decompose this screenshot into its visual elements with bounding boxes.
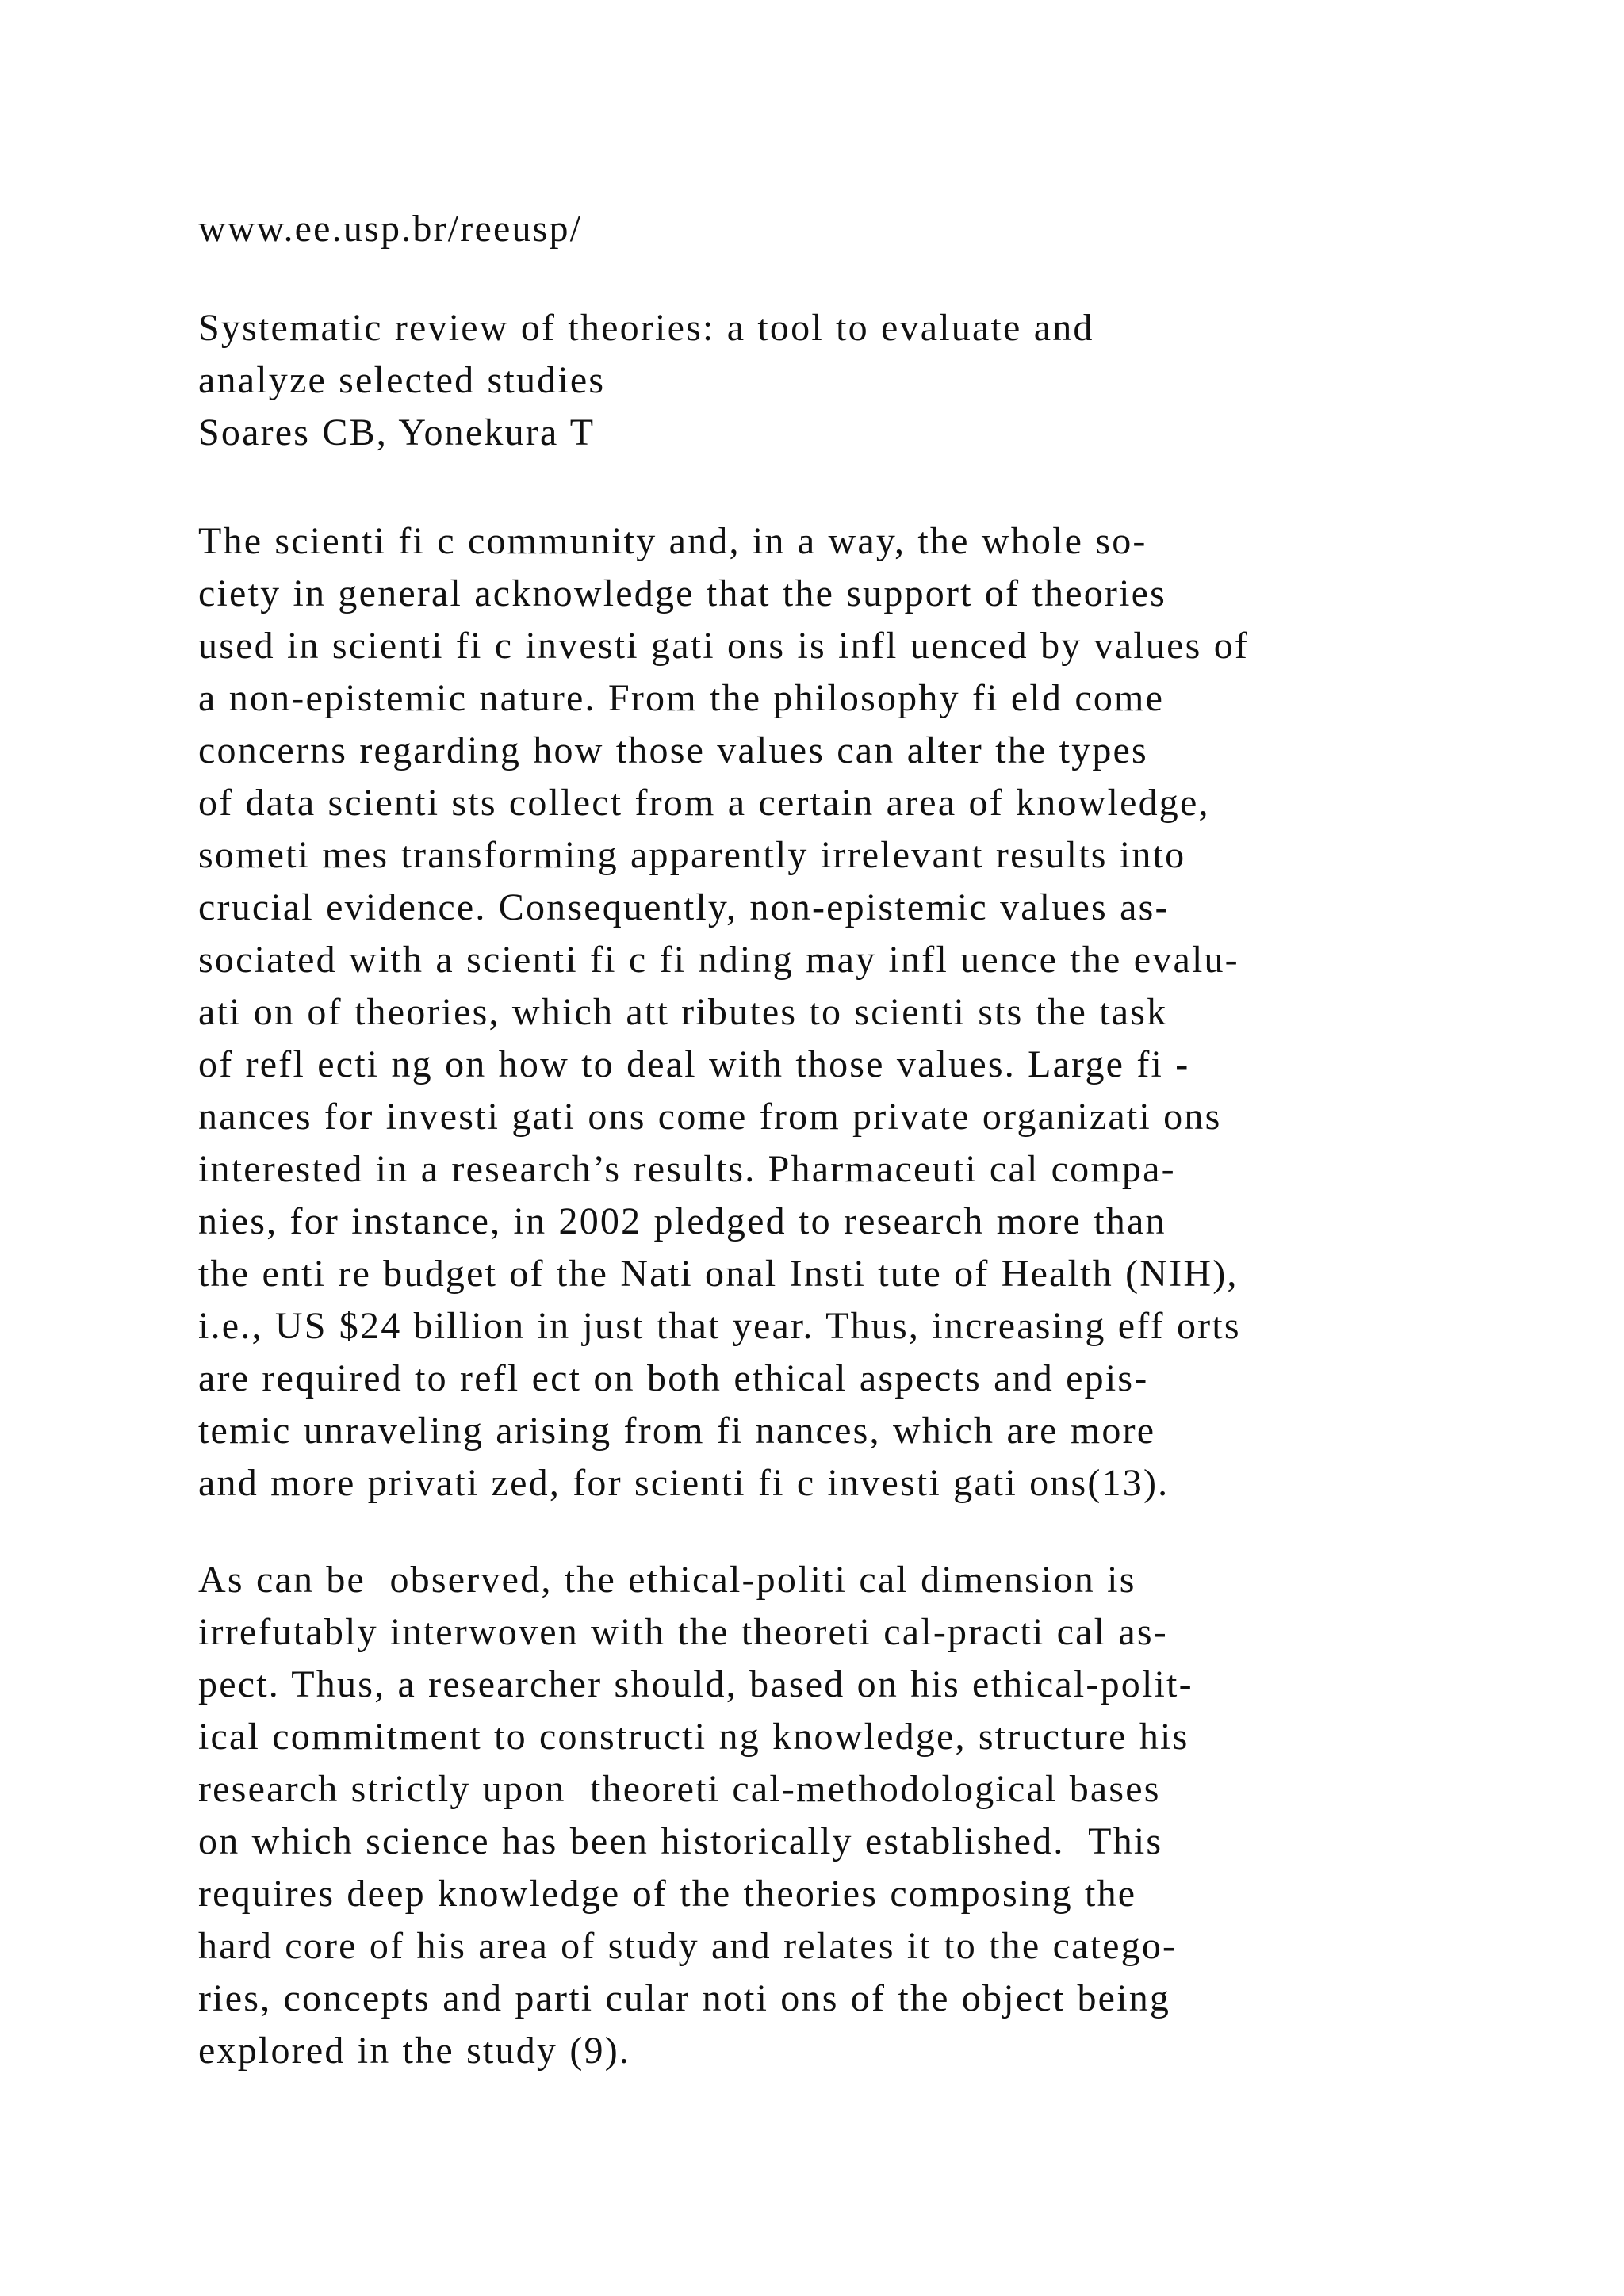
paragraph-line: a non-epistemic nature. From the philosophy fi eld come [198, 677, 1165, 719]
paragraph-line: ati on of theories, which att ributes to scienti sts the task [198, 991, 1168, 1033]
paragraph-1 [198, 515, 1594, 1510]
paragraph-line: ries, concepts and parti cular noti ons of the object being [198, 1977, 1171, 2019]
title-line: Systematic review of theories: a tool to evaluate and [198, 307, 1094, 349]
paragraph-line: the enti re budget of the Nati onal Insti tute of Health (NIH), [198, 1253, 1239, 1295]
paragraph-line: are required to refl ect on both ethical aspects and epis- [198, 1357, 1149, 1399]
authors: Soares CB, Yonekura T [198, 411, 596, 453]
paragraph-line: sociated with a scienti fi c fi nding may infl uence the evalu- [198, 939, 1239, 981]
paragraph-line: irrefutably interwoven with the theoreti cal-practi cal as- [198, 1611, 1168, 1653]
paragraph-line: i.e., US $24 billion in just that year. Thus, increasing eff orts [198, 1305, 1241, 1347]
paragraph-line: The scienti fi c community and, in a way, the whole so- [198, 520, 1147, 562]
paragraph-line: explored in the study (9). [198, 2030, 631, 2072]
paragraph-line: research strictly upon theoreti cal-methodological bases [198, 1768, 1161, 1810]
paragraph-line: pect. Thus, a researcher should, based on his ethical-polit- [198, 1663, 1193, 1705]
paragraph-line: on which science has been historically established. This [198, 1820, 1163, 1862]
paragraph-line: crucial evidence. Consequently, non-epistemic values as- [198, 886, 1170, 928]
url-text: www.ee.usp.br/reeusp/ [198, 208, 583, 250]
paragraph-line: As can be observed, the ethical-politi cal dimension is [198, 1559, 1136, 1601]
paragraph-line: hard core of his area of study and relates it to the catego- [198, 1925, 1178, 1967]
title-line: analyze selected studies [198, 359, 606, 401]
paragraph-line: someti mes transforming apparently irrelevant results into [198, 834, 1186, 876]
paragraph-line: ical commitment to constructi ng knowledge, structure his [198, 1716, 1189, 1758]
paragraph-line: of refl ecti ng on how to deal with those values. Large fi - [198, 1043, 1190, 1085]
source-url [198, 203, 1594, 255]
paragraph-line: of data scienti sts collect from a certain area of knowledge, [198, 782, 1210, 824]
paragraph-line: requires deep knowledge of the theories composing the [198, 1873, 1137, 1915]
article-header [198, 302, 1594, 459]
paragraph-line: temic unraveling arising from fi nances, which are more [198, 1410, 1156, 1452]
paragraph-line: nances for investi gati ons come from private organizati ons [198, 1096, 1222, 1138]
paragraph-line: and more privati zed, for scienti fi c investi gati ons(13). [198, 1462, 1170, 1504]
paragraph-line: interested in a research’s results. Pharmaceuti cal compa- [198, 1148, 1176, 1190]
paragraph-line: concerns regarding how those values can alter the types [198, 729, 1148, 771]
paragraph-line: nies, for instance, in 2002 pledged to research more than [198, 1200, 1166, 1242]
paragraph-line: ciety in general acknowledge that the support of theories [198, 572, 1167, 614]
paragraph-line: used in scienti fi c investi gati ons is infl uenced by values of [198, 625, 1250, 667]
paragraph-2 [198, 1554, 1594, 2077]
